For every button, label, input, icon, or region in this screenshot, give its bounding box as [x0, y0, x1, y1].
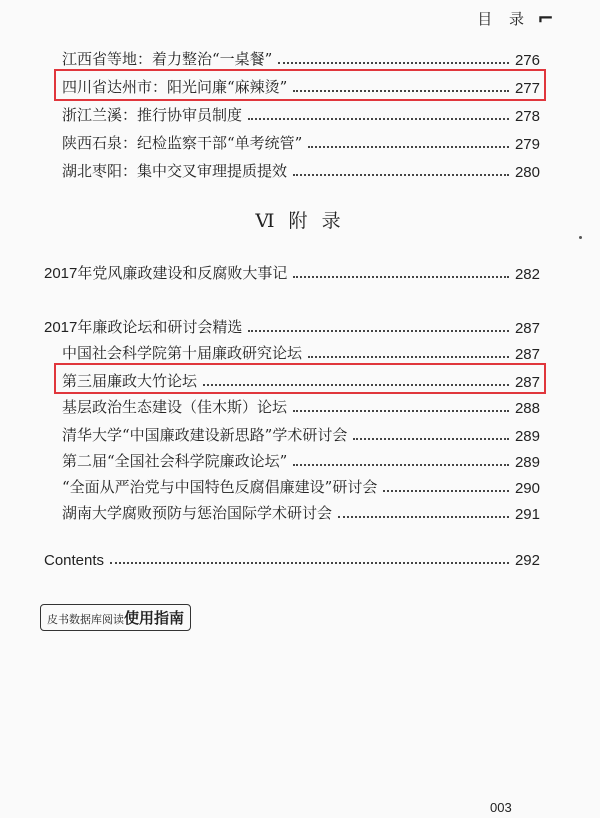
- leader-dots: [308, 355, 509, 358]
- toc-title: 湖北枣阳：集中交叉审理提质提效: [62, 162, 288, 180]
- toc-title: 四川省达州市：阳光问廉“麻辣烫”: [62, 78, 288, 96]
- toc-page: 291: [514, 506, 540, 523]
- toc-title: 陕西石泉：纪检监察干部“单考统管”: [62, 134, 303, 152]
- toc-entry[interactable]: [62, 342, 540, 363]
- toc-title: 浙江兰溪：推行协审员制度: [62, 106, 243, 124]
- toc-title: Contents: [44, 552, 105, 569]
- leader-dots: [293, 463, 509, 466]
- toc-page: 292: [514, 552, 540, 569]
- toc-title: 中国社会科学院第十届廉政研究论坛: [62, 344, 303, 362]
- toc-title: 湖南大学腐败预防与惩治国际学术研讨会: [62, 504, 333, 522]
- toc-entry[interactable]: [62, 396, 540, 417]
- leader-dots: [110, 561, 509, 564]
- toc-title: 第二届“全国社会科学院廉政论坛”: [62, 452, 288, 470]
- toc-entry[interactable]: [44, 262, 540, 283]
- toc-title: “全面从严治党与中国特色反腐倡廉建设”研讨会: [62, 478, 378, 496]
- toc-entry[interactable]: [62, 104, 540, 125]
- toc-title: 2017年廉政论坛和研讨会精选: [44, 319, 243, 336]
- leader-dots: [338, 515, 509, 518]
- toc-entry[interactable]: [62, 48, 540, 69]
- toc-page: 289: [514, 428, 540, 445]
- toc-entry[interactable]: [62, 132, 540, 153]
- section-title: Ⅵ 附 录: [255, 210, 345, 232]
- toc-page: 290: [514, 480, 540, 497]
- toc-page: 288: [514, 400, 540, 417]
- page-number: 003: [490, 800, 512, 815]
- toc-page: 280: [514, 164, 540, 181]
- toc-page: 282: [514, 266, 540, 283]
- toc-entry[interactable]: [62, 476, 540, 497]
- toc-entry[interactable]: [62, 424, 540, 445]
- toc-page: 277: [514, 80, 540, 97]
- corner-logo-icon: ⌐: [537, 6, 554, 30]
- leader-dots: [278, 61, 509, 64]
- leader-dots: [383, 489, 509, 492]
- leader-dots: [293, 409, 509, 412]
- header-label: 目 录: [477, 10, 530, 28]
- leader-dots: [293, 173, 509, 176]
- toc-entry[interactable]: [44, 552, 540, 569]
- toc-title: 江西省等地：着力整治“一桌餐”: [62, 50, 273, 68]
- toc-title: 基层政治生态建设（佳木斯）论坛: [62, 398, 288, 416]
- leader-dots: [248, 117, 509, 120]
- toc-entry[interactable]: [62, 450, 540, 471]
- toc-page: 278: [514, 108, 540, 125]
- toc-title: 第三届廉政大竹论坛: [62, 372, 198, 390]
- toc-page: 287: [514, 346, 540, 363]
- toc-page: 287: [514, 374, 540, 391]
- toc-entry[interactable]: [44, 316, 540, 337]
- toc-page: 279: [514, 136, 540, 153]
- leader-dots: [293, 275, 509, 278]
- leader-dots: [353, 437, 509, 440]
- highlight-box: [54, 69, 546, 101]
- reading-guide-badge[interactable]: [40, 604, 191, 631]
- toc-page: 276: [514, 52, 540, 69]
- speck: [579, 236, 582, 239]
- toc-title: 2017年党风廉政建设和反腐败大事记: [44, 265, 288, 282]
- highlight-box: [54, 363, 546, 394]
- guide-small-label: 皮书数据库阅读: [47, 614, 124, 626]
- toc-title: 清华大学“中国廉政建设新思路”学术研讨会: [62, 426, 348, 444]
- toc-page: 289: [514, 454, 540, 471]
- guide-big-label: 使用指南: [124, 610, 185, 627]
- leader-dots: [248, 329, 509, 332]
- toc-page: 287: [514, 320, 540, 337]
- toc-entry[interactable]: [62, 502, 540, 523]
- toc-entry[interactable]: [62, 160, 540, 181]
- leader-dots: [308, 145, 509, 148]
